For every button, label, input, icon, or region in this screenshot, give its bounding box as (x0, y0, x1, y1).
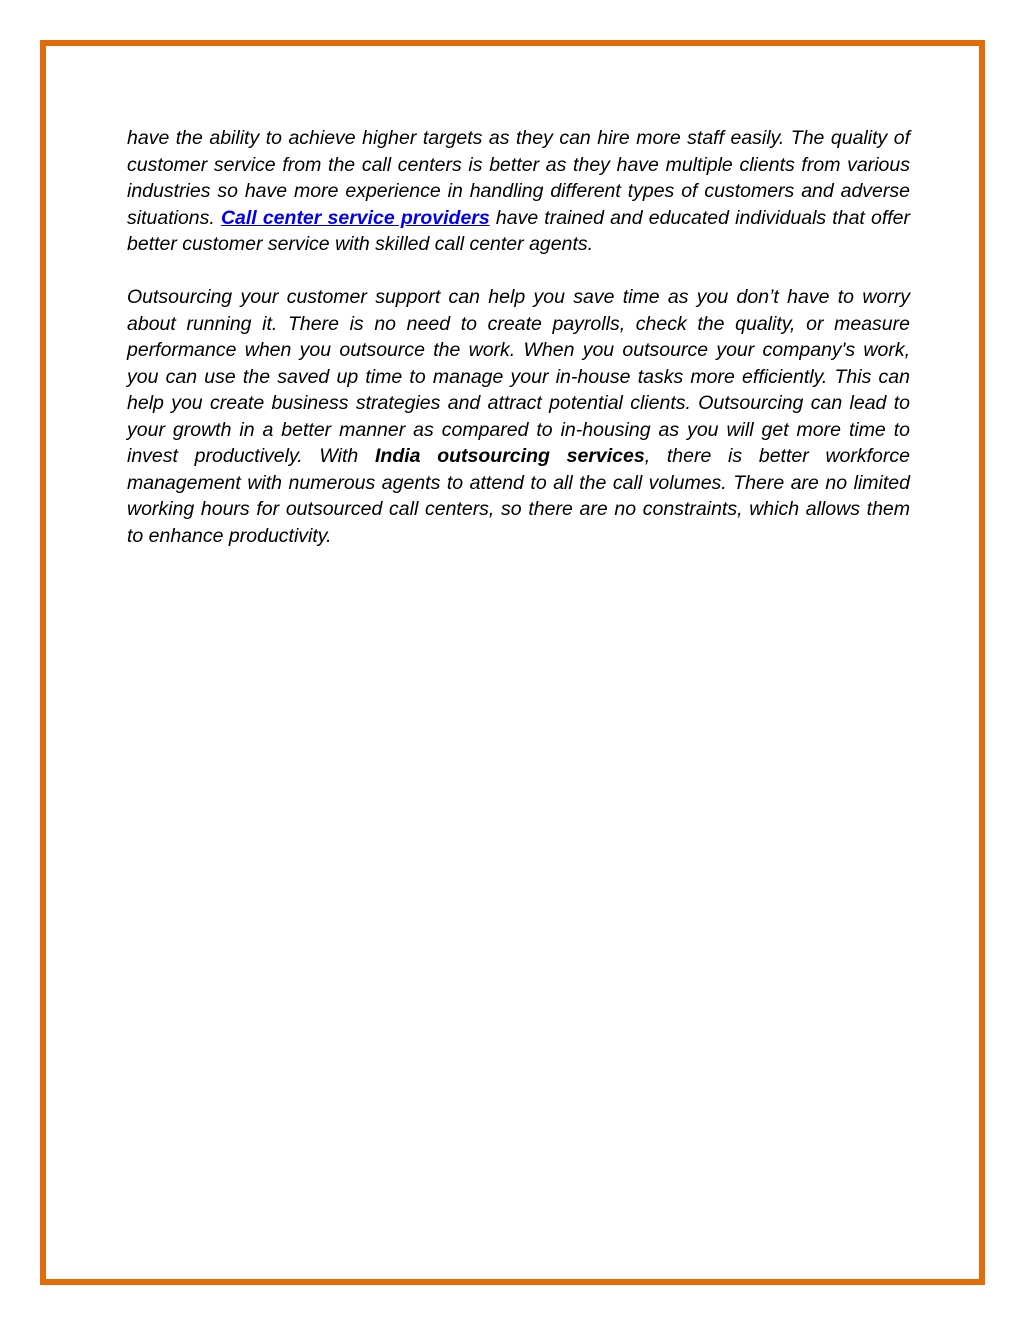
paragraph-1-text-end: have trained and educated individuals that offer better customer service with skilled call center agents. (127, 206, 910, 255)
paragraph-1-text-start: have the ability to achieve higher targets as they can hire more staff easily. The quality of customer service from the call centers is better as they have multiple clients from various industries so have more experience in handling different types of customers and adverse situations. (127, 127, 910, 229)
document-body (127, 125, 910, 576)
paragraph-2-text-end: , there is better workforce management with numerous agents to attend to all the call volumes. There are no limited working hours for outsourced call centers, so there are no constraints, which allows them to enhance productivity. (127, 445, 910, 547)
paragraph-2-text-start: Outsourcing your customer support can help you save time as you don’t have to worry about running it. There is no need to create payrolls, check the quality, or measure performance when you outsource the work. When you outsource your company's work, you can use the saved up time to manage your in-house tasks more efficiently. This can help you create business strategies and attract potential clients. Outsourcing can lead to your growth in a better manner as compared to in-housing as you will get more time to invest productively. With (127, 286, 910, 467)
call-center-service-providers-link[interactable]: Call center service providers (220, 206, 490, 229)
india-outsourcing-services-highlight: India outsourcing services (375, 445, 645, 467)
paragraph-outsourcing-support (127, 284, 910, 549)
page-border-frame (40, 40, 985, 1285)
paragraph-call-centers (127, 125, 910, 258)
